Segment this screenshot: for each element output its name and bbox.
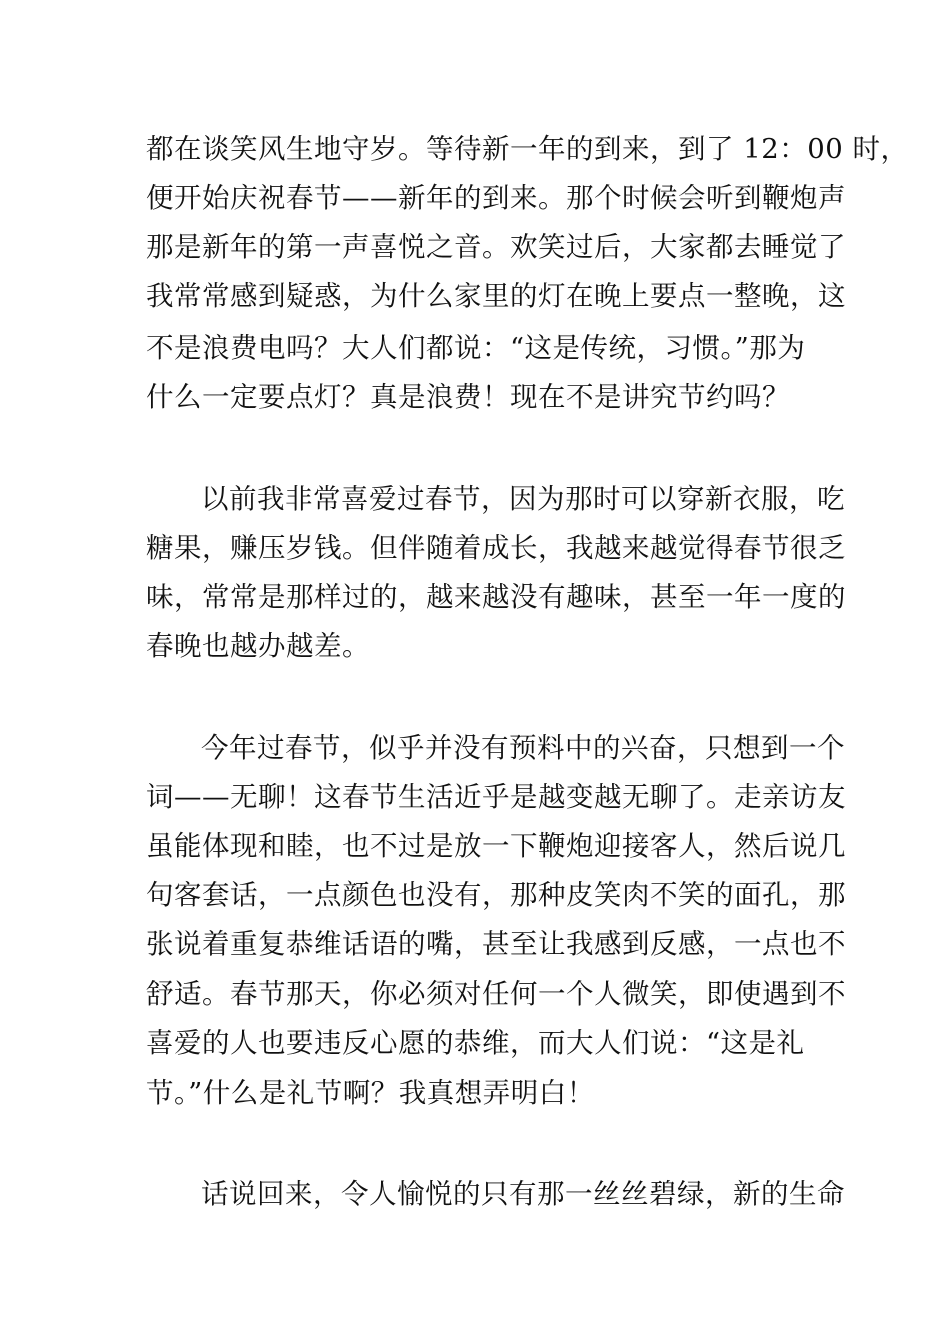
paragraph-1-line-1: 都在谈笑风生地守岁。等待新一年的到来，到了 12：00 时， — [146, 133, 909, 165]
paragraph-2-line-3: 味，常常是那样过的，越来越没有趣味，甚至一年一度的 — [146, 581, 846, 613]
paragraph-3-line-8: 节。”什么是礼节啊？我真想弄明白！ — [146, 1077, 595, 1109]
paragraph-3-line-7: 喜爱的人也要违反心愿的恭维，而大人们说：“这是礼 — [146, 1027, 805, 1059]
paragraph-3-line-4: 句客套话，一点颜色也没有，那种皮笑肉不笑的面孔，那 — [146, 879, 846, 911]
paragraph-4-line-1: 话说回来，令人愉悦的只有那一丝丝碧绿，新的生命 — [201, 1178, 845, 1210]
paragraph-1-line-6: 什么一定要点灯？真是浪费！现在不是讲究节约吗？ — [146, 381, 790, 413]
paragraph-3-line-1: 今年过春节，似乎并没有预料中的兴奋，只想到一个 — [201, 732, 845, 764]
paragraph-2-line-1: 以前我非常喜爱过春节，因为那时可以穿新衣服，吃 — [201, 483, 845, 515]
paragraph-3-line-2: 词——无聊！这春节生活近乎是越变越无聊了。走亲访友 — [146, 781, 846, 813]
paragraph-3-line-6: 舒适。春节那天，你必须对任何一个人微笑，即使遇到不 — [146, 978, 846, 1010]
paragraph-2-line-2: 糖果，赚压岁钱。但伴随着成长，我越来越觉得春节很乏 — [146, 532, 846, 564]
paragraph-3-line-3: 虽能体现和睦，也不过是放一下鞭炮迎接客人，然后说几 — [146, 830, 846, 862]
paragraph-1-line-3: 那是新年的第一声喜悦之音。欢笑过后，大家都去睡觉了 — [146, 231, 846, 263]
paragraph-3-line-5: 张说着重复恭维话语的嘴，甚至让我感到反感，一点也不 — [146, 928, 846, 960]
paragraph-1-line-4: 我常常感到疑惑，为什么家里的灯在晚上要点一整晚，这 — [146, 280, 846, 312]
paragraph-2-line-4: 春晚也越办越差。 — [146, 630, 370, 662]
paragraph-1-line-5: 不是浪费电吗？大人们都说：“这是传统，习惯。”那为 — [146, 332, 806, 364]
paragraph-1-line-2: 便开始庆祝春节——新年的到来。那个时候会听到鞭炮声 — [146, 182, 846, 214]
